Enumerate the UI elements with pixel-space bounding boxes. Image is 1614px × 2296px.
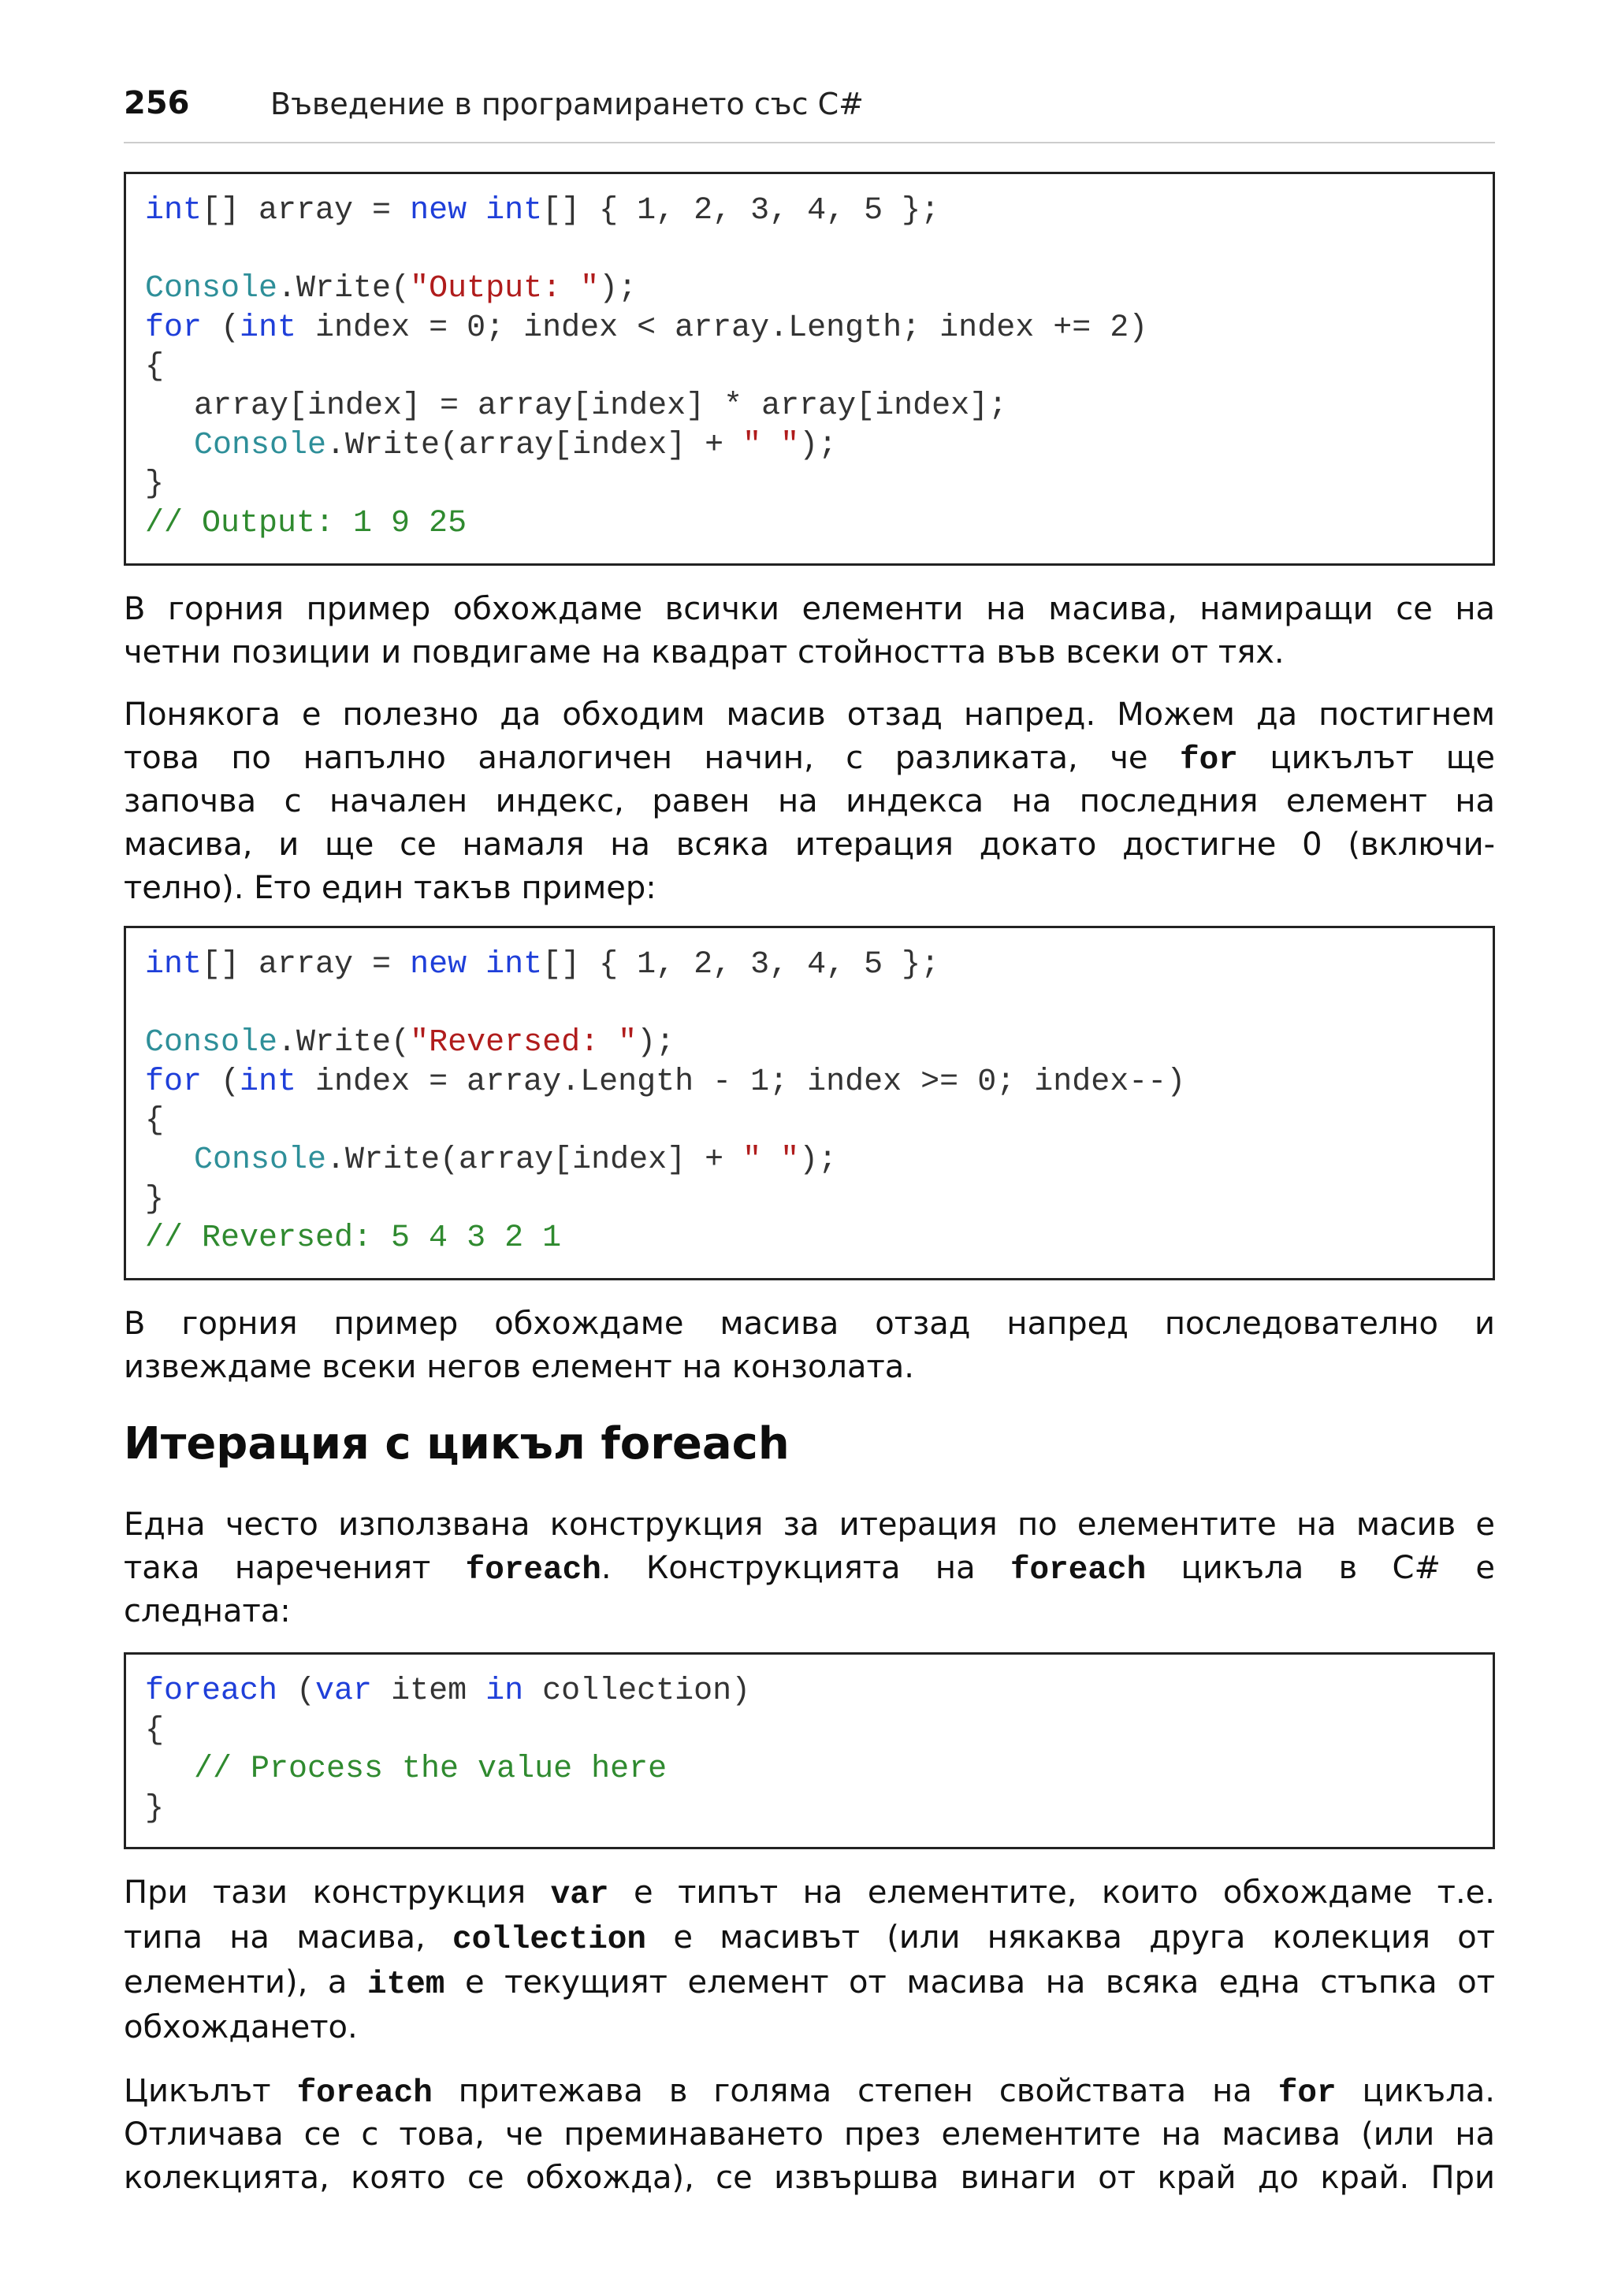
paragraph-line: следната: (124, 1593, 291, 1629)
inline-code: foreach (1010, 1552, 1147, 1588)
paragraph-line: масива, и ще се намаля на всяка итерация докато достигне 0 (включи- (124, 827, 1495, 863)
paragraph: При тази конструкция var е типът на елементите, които обхождаме т.е. (124, 1874, 1496, 1913)
inline-code: for (1277, 2075, 1337, 2112)
paragraph-line: започва с начален индекс, равен на индекса на последния елемент на (124, 783, 1495, 819)
paragraph-line: това по напълно аналогичен начин, с разликата, че for цикълът ще (124, 740, 1495, 778)
code-line: } (145, 1790, 165, 1826)
code-line: for (int index = array.Length - 1; index >= 0; index--) (145, 1064, 1186, 1100)
paragraph-line: извеждаме всеки негов елемент на конзолата. (124, 1349, 914, 1385)
code-line: // Process the value here (194, 1752, 668, 1788)
inline-code: foreach (465, 1552, 601, 1588)
inline-code: for (1180, 742, 1238, 778)
code-line: // Output: 1 9 25 (145, 505, 467, 541)
paragraph-line: четни позиции и повдигаме на квадрат стойността във всеки от тях. (124, 634, 1285, 671)
running-header (124, 79, 1495, 143)
code-line: Console.Write(array[index] + " "); (194, 1142, 838, 1178)
section-heading: Итерация с цикъл foreach (124, 1418, 790, 1469)
inline-code: item (366, 1967, 445, 2003)
code-line: { (145, 1103, 165, 1139)
paragraph-line: Отличава се с това, че преминаването през елементите на масива (или на (124, 2116, 1495, 2153)
paragraph: В горния пример обхождаме всички елементи на масива, намиращи се на (124, 591, 1495, 627)
code-line: // Reversed: 5 4 3 2 1 (145, 1220, 562, 1257)
paragraph-line: обхождането. (124, 2009, 358, 2045)
page-number: 256 (124, 85, 190, 121)
paragraph-line: типа на масива, collection е масивът (или някаква друга колекция от (124, 1919, 1496, 1958)
paragraph: В горния пример обхождаме масива отзад напред последователно и (124, 1306, 1495, 1342)
paragraph-line: елементи), а item е текущият елемент от масива на всяка една стъпка от (124, 1964, 1495, 2003)
book-title: Въведение в програмирането със C# (270, 87, 864, 121)
code-line: Console.Write("Reversed: "); (145, 1025, 675, 1061)
code-block-reversed (124, 926, 1495, 1280)
code-line: for (int index = 0; index < array.Length; index += 2) (145, 310, 1148, 346)
inline-code: collection (452, 1922, 647, 1958)
paragraph-line: телно). Ето един такъв пример: (124, 870, 656, 906)
code-line: Console.Write("Output: "); (145, 271, 638, 307)
inline-code: foreach (296, 2075, 433, 2112)
code-block-even-squares (124, 172, 1495, 566)
code-line: foreach (var item in collection) (145, 1674, 751, 1709)
paragraph-line: колекцията, която се обхожда), се извършва винаги от край до край. При (124, 2160, 1495, 2196)
code-line: } (145, 466, 165, 503)
code-line-blank (145, 985, 1493, 1024)
code-line: int[] array = new int[] { 1, 2, 3, 4, 5 }; (145, 947, 940, 983)
code-line: { (145, 1712, 165, 1748)
code-block-foreach-syntax (124, 1652, 1495, 1849)
code-line-blank (145, 231, 1493, 270)
code-line: array[index] = array[index] * array[index]; (194, 388, 1008, 424)
code-line: } (145, 1181, 165, 1217)
code-line: int[] array = new int[] { 1, 2, 3, 4, 5 }; (145, 193, 940, 228)
paragraph: Една често използвана конструкция за итерация по елементите на масив е (124, 1507, 1495, 1543)
inline-code: var (550, 1877, 609, 1913)
paragraph-line: така наречeният foreach. Конструкцията на foreach цикъла в C# е (124, 1550, 1495, 1588)
paragraph: Понякога е полезно да обходим масив отзад напред. Можем да постигнем (124, 697, 1495, 733)
code-line: { (145, 349, 165, 385)
paragraph: Цикълът foreach притежава в голяма степен свойствата на for цикъла. (124, 2073, 1495, 2112)
code-line: Console.Write(array[index] + " "); (194, 427, 838, 463)
